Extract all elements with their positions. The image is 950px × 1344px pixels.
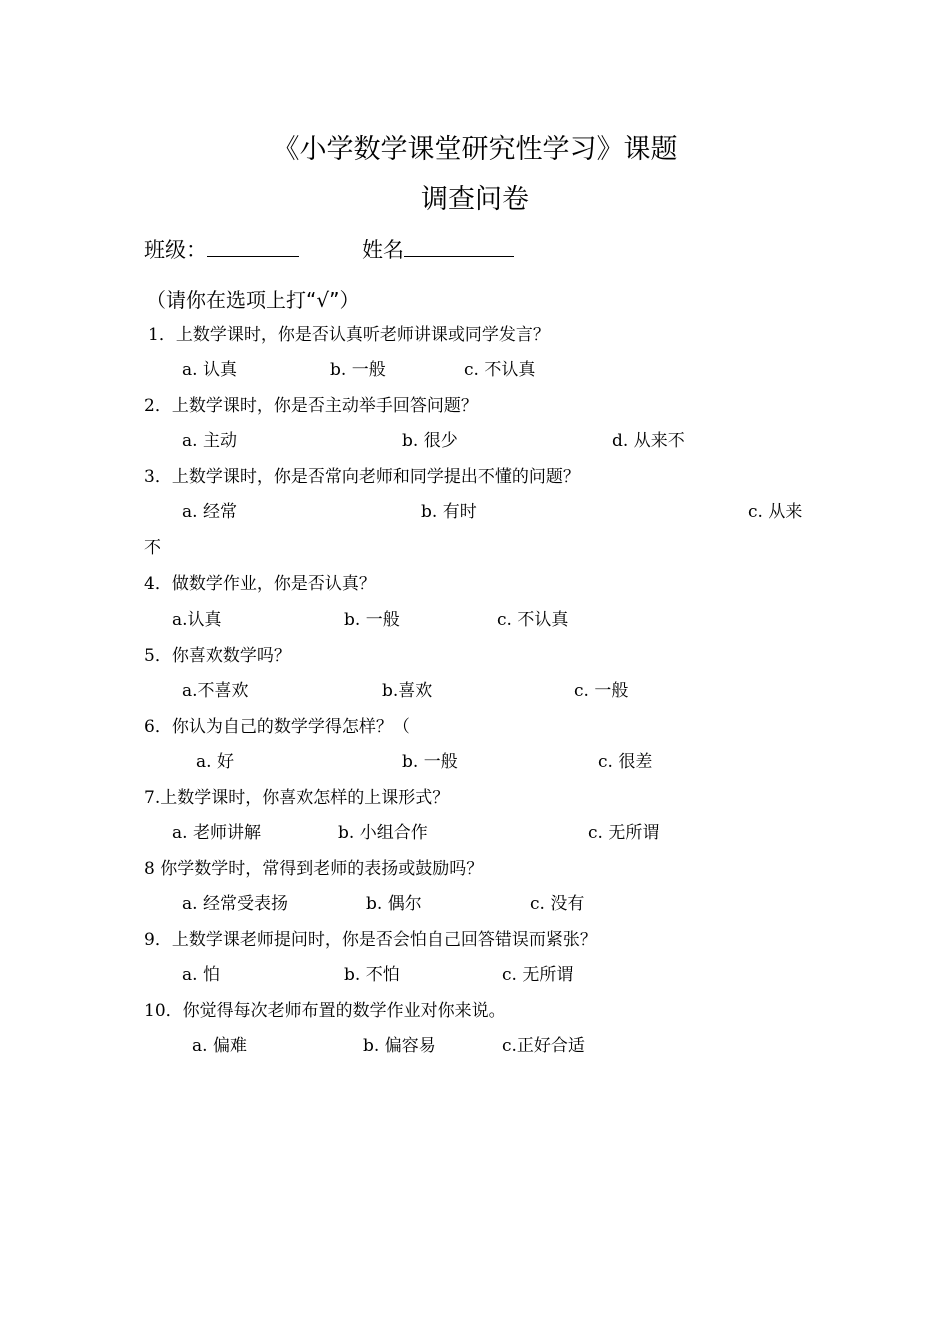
option-7c: c. 无所谓 xyxy=(588,823,660,843)
option-2a: a. 主动 xyxy=(182,431,237,451)
name-label: 姓名 xyxy=(362,238,404,262)
name-blank xyxy=(404,254,514,257)
option-9c: c. 无所谓 xyxy=(502,965,574,985)
option-10b: b. 偏容易 xyxy=(363,1036,436,1056)
option-1b: b. 一般 xyxy=(330,360,386,380)
question-2: 2．上数学课时，你是否主动举手回答问题？ xyxy=(144,396,478,416)
option-3a: a. 经常 xyxy=(182,502,237,522)
option-5b: b.喜欢 xyxy=(382,681,433,701)
question-4: 4．做数学作业，你是否认真？ xyxy=(144,574,376,594)
option-4b: b. 一般 xyxy=(344,610,400,630)
class-field xyxy=(144,240,299,261)
name-field xyxy=(362,240,514,261)
question-9: 9．上数学课老师提问时，你是否会怕自己回答错误而紧张？ xyxy=(144,930,597,950)
option-5a: a.不喜欢 xyxy=(182,681,249,701)
title-line-2: 调查问卷 xyxy=(421,184,529,215)
option-6b: b. 一般 xyxy=(402,752,458,772)
question-6: 6．你认为自己的数学学得怎样？（ xyxy=(144,717,410,737)
question-8: 8 你学数学时，常得到老师的表扬或鼓励吗？ xyxy=(144,859,484,879)
option-1c: c. 不认真 xyxy=(464,360,536,380)
option-7a: a. 老师讲解 xyxy=(172,823,261,843)
option-9b: b. 不怕 xyxy=(344,965,400,985)
question-5: 5．你喜欢数学吗？ xyxy=(144,646,291,666)
option-8a: a. 经常受表扬 xyxy=(182,894,288,914)
option-6c: c. 很差 xyxy=(598,752,653,772)
option-9a: a. 怕 xyxy=(182,965,220,985)
question-3: 3．上数学课时，你是否常向老师和同学提出不懂的问题？ xyxy=(144,467,580,487)
instruction: （请你在选项上打“√”） xyxy=(146,288,360,312)
option-2b: b. 很少 xyxy=(402,431,458,451)
title-line-1: 《小学数学课堂研究性学习》课题 xyxy=(272,134,678,165)
question-10: 10．你觉得每次老师布置的数学作业对你来说。 xyxy=(144,1001,506,1021)
option-3c: c. 从来 xyxy=(748,502,803,522)
option-7b: b. 小组合作 xyxy=(338,823,428,843)
class-blank xyxy=(207,254,299,257)
option-1a: a. 认真 xyxy=(182,360,237,380)
option-6a: a. 好 xyxy=(196,752,234,772)
option-5c: c. 一般 xyxy=(574,681,629,701)
option-10a: a. 偏难 xyxy=(192,1036,247,1056)
option-3c-wrap: 不 xyxy=(144,538,161,558)
option-8c: c. 没有 xyxy=(530,894,585,914)
class-label: 班级： xyxy=(144,238,207,262)
option-8b: b. 偶尔 xyxy=(366,894,422,914)
question-1: 1．上数学课时，你是否认真听老师讲课或同学发言？ xyxy=(148,325,550,345)
option-10c: c.正好合适 xyxy=(502,1036,585,1056)
option-4a: a.认真 xyxy=(172,610,222,630)
option-3b: b. 有时 xyxy=(421,502,477,522)
option-2d: d. 从来不 xyxy=(612,431,685,451)
question-7: 7.上数学课时，你喜欢怎样的上课形式？ xyxy=(144,788,450,808)
option-4c: c. 不认真 xyxy=(497,610,569,630)
